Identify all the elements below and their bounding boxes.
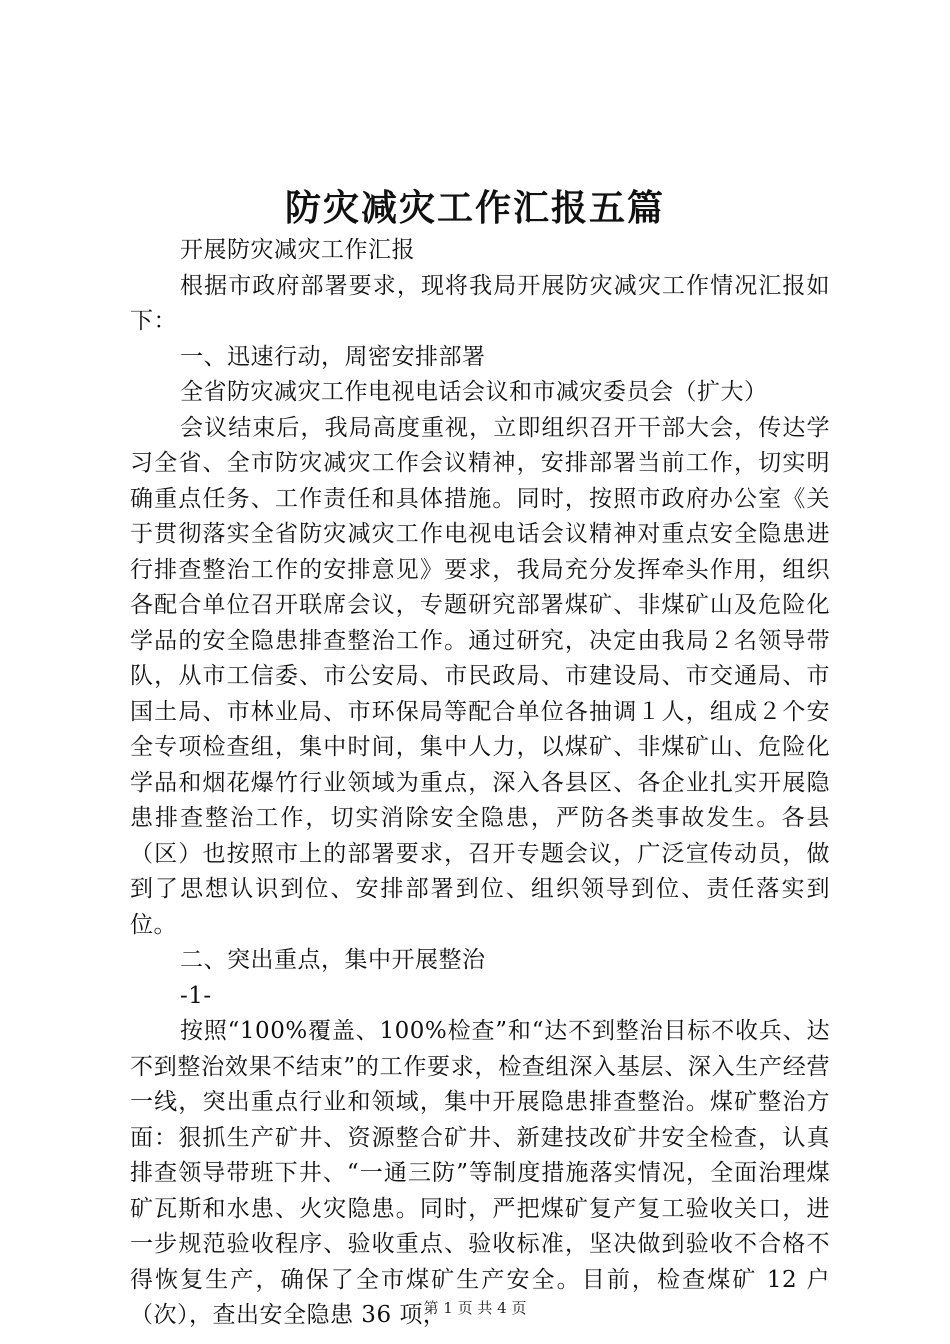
body-paragraph-2: 按照“100%覆盖、100%检查”和“达不到整治目标不收兵、达不到整治效果不结束”的工作要求，检查组深入基层、深入生产经营一线，突出重点行业和领域，集中开展隐患排查整治。煤矿整治方面：狠抓生产矿井、资源整合矿井、新建技改矿井安全检查，认真排查领导带班下井、“一通三防”等制度措施落实情况，全面治理煤矿瓦斯和水患、火灾隐患。同时，严把煤矿复产复工验收关口，进一步规范验收程序、验收重点、验收标准，坚决做到验收不合格不得恢复生产，确保了全市煤矿生产安全。目前，检查煤矿 12 户（次），查出安全隐患 36 项， bbox=[130, 1018, 830, 1328]
intro-paragraph: 根据市政府部署要求，现将我局开展防灾减灾工作情况汇报如下： bbox=[130, 272, 830, 334]
subtitle-paragraph: 开展防灾减灾工作汇报 bbox=[180, 237, 415, 263]
page-footer: 第 1 页 共 4 页 bbox=[423, 1299, 527, 1317]
section-heading-1: 一、迅速行动，周密安排部署 bbox=[180, 343, 486, 370]
meeting-line: 全省防灾减灾工作电视电话会议和市减灾委员会（扩大） bbox=[180, 379, 768, 405]
section-heading-2: 二、突出重点，集中开展整治 bbox=[180, 947, 486, 973]
document-body bbox=[130, 233, 830, 1334]
body-paragraph-1: 会议结束后，我局高度重视，立即组织召开干部大会，传达学习全省、全市防灾减灾工作会议精神，安排部署当前工作，切实明确重点任务、工作责任和具体措施。同时，按照市政府办公室《关于贯彻落实全省防灾减灾工作电视电话会议精神对重点安全隐患进行排查整治工作的安排意见》要求，我局充分发挥牵头作用，组织各配合单位召开联席会议，专题研究部署煤矿、非煤矿山及危险化学品的安全隐患排查整治工作。通过研究，决定由我局２名领导带队，从市工信委、市公安局、市民政局、市建设局、市交通局、市国土局、市林业局、市环保局等配合单位各抽调１人，组成２个安全专项检查组，集中时间，集中人力，以煤矿、非煤矿山、危险化学品和烟花爆竹行业领域为重点，深入各县区、各企业扎实开展隐患排查整治工作，切实消除安全隐患，严防各类事故发生。各县（区）也按照市上的部署要求，召开专题会议，广泛宣传动员，做到了思想认识到位、安排部署到位、组织领导到位、责任落实到位。 bbox=[130, 414, 830, 938]
inline-page-marker: -1- bbox=[180, 982, 212, 1009]
document-title: 防灾减灾工作汇报五篇 bbox=[284, 187, 665, 229]
